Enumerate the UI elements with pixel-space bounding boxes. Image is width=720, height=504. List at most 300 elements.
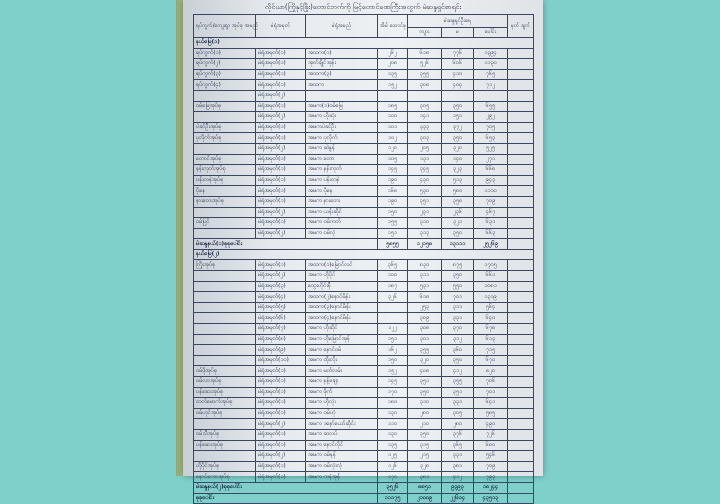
cell-female: ၃၅၅ (442, 377, 474, 388)
cell-total: ၂၉၂ (474, 112, 508, 123)
cell-male: ၃၈၁ (408, 472, 442, 483)
table-row (194, 80, 534, 91)
cell-households: ၁၂၂ (378, 324, 408, 335)
cell-male: ၆၁၈ (408, 48, 442, 59)
cell-remarks (508, 260, 534, 271)
cell-station-name: အမကပဲခင်ဦး (306, 122, 378, 133)
table-row (194, 377, 534, 388)
header-remarks: မှတ် ချက် (508, 15, 534, 38)
cell-total: ၇၁၂ (474, 80, 508, 91)
cell-remarks (508, 175, 534, 186)
cell-households: ၁၇၀ (378, 387, 408, 398)
cell-station-name: အထက(၁)မြောင်လင် (306, 260, 378, 271)
cell-station-name: အမက နားတေး (306, 196, 378, 207)
cell-total: ၁၁၁၀ (474, 186, 508, 197)
cell-station-name: အမက နန့်ချော (306, 377, 378, 388)
cell-households: ၁၉၀ (378, 196, 408, 207)
cell-male: ၅၃၀ (408, 186, 442, 197)
cell-station: မဲရုံအမှတ်(၁) (256, 165, 306, 176)
cell-female: ၃၅၀ (442, 101, 474, 112)
cell-remarks (508, 324, 534, 335)
cell-total (474, 90, 508, 101)
cell-male: ၃၁၅ (408, 440, 442, 451)
cell-area (194, 281, 256, 292)
cell-station-name: အမက ပိုနေ (306, 186, 378, 197)
subtotal-m: ၈၈၅၁ (408, 482, 442, 493)
cell-female: ၃၁၁ (442, 302, 474, 313)
cell-station-name: အမက ပန်းတနဲ (306, 175, 378, 186)
cell-station: မဲရုံအမှတ်(၁) (256, 175, 306, 186)
cell-station: မဲရုံအမှတ်(၁) (256, 48, 306, 59)
table-row (194, 398, 534, 409)
cell-male: ၃၂၀ (408, 355, 442, 366)
cell-remarks (508, 419, 534, 430)
cell-remarks (508, 218, 534, 229)
cell-station: မဲရုံအမှတ်(၁) (256, 133, 306, 144)
cell-remarks (508, 165, 534, 176)
cell-female: ၄၀၄ (442, 80, 474, 91)
subtotal-m: ၁၂၁၅၈ (408, 239, 442, 250)
cell-male: ၃၅၀ (408, 387, 442, 398)
cell-total: ၁၇၀၅ (474, 260, 508, 271)
table-row (194, 207, 534, 218)
cell-station-name: အမက ဟိုမြောင်အုန် (306, 334, 378, 345)
cell-households: ၁၆၈ (378, 186, 408, 197)
table-row (194, 313, 534, 324)
cell-station-name: အထက(၃)နောင်မိန်း (306, 302, 378, 313)
cell-remarks (508, 59, 534, 70)
cell-total: ၅၄၆ (474, 451, 508, 462)
cell-area: နောင်ကောအုပ်စု (194, 472, 256, 483)
cell-male: ၃၀၈ (408, 324, 442, 335)
cell-area (194, 355, 256, 366)
cell-male: ၃၁၁ (408, 271, 442, 282)
cell-female: ၄၁၂ (442, 472, 474, 483)
cell-female (442, 90, 474, 101)
cell-households: ၁၀၅ (378, 154, 408, 165)
cell-total: ၇၀၅ (474, 122, 508, 133)
cell-station: မဲရုံအမှတ်(၇) (256, 324, 306, 335)
table-row (194, 143, 534, 154)
cell-area: ပုလိုက်အုပ်စု (194, 133, 256, 144)
cell-total: ၉၄၃ (474, 175, 508, 186)
section-label: နယ်မြေ(၂) (194, 249, 534, 260)
cell-remarks (508, 143, 534, 154)
cell-station: မဲရုံအမှတ်(၁) (256, 122, 306, 133)
cell-households: ၁၃၅ (378, 440, 408, 451)
cell-station: မဲရုံအမှတ်(၁) (256, 472, 306, 483)
cell-remarks (508, 302, 534, 313)
cell-station: မဲရုံအမှတ်(၁) (256, 80, 306, 91)
cell-female: ၃၆၅ (442, 440, 474, 451)
cell-male: ၁၄၁ (408, 112, 442, 123)
cell-remarks (508, 207, 534, 218)
cell-total: ၆၈၀ (474, 440, 508, 451)
cell-area: ရပ်ကွက်(၃) (194, 69, 256, 80)
cell-remarks (508, 429, 534, 440)
table-row (194, 48, 534, 59)
cell-households: ၁၈၅ (378, 101, 408, 112)
cell-remarks (508, 440, 534, 451)
header-township: ရပ်ကွက်/ကျေးရွာ အုပ်စု အမည် (194, 15, 256, 38)
cell-station-name: အမက တော (306, 154, 378, 165)
cell-male: ၃၅၁ (408, 377, 442, 388)
cell-total: ၆၅၅ (474, 101, 508, 112)
cell-total: ၆၄၁ (474, 398, 508, 409)
cell-households: ၁၈၇ (378, 281, 408, 292)
cell-male: ၁၃၁ (408, 154, 442, 165)
cell-male: ၂၁၅ (408, 451, 442, 462)
cell-remarks (508, 451, 534, 462)
cell-households: ၁၂၅ (378, 451, 408, 462)
cell-station: မဲရုံအမှတ်(၂) (256, 451, 306, 462)
table-row (194, 186, 534, 197)
cell-male: ၅၂၆ (408, 59, 442, 70)
cell-households: ၂၀၈ (378, 59, 408, 70)
cell-area: တောင်အုပ်စု (194, 154, 256, 165)
cell-female: ၃၅၈ (442, 196, 474, 207)
table-row (194, 122, 534, 133)
cell-female: ၆၀၆ (442, 59, 474, 70)
cell-area: ဝမ်မြေအုပ်စု (194, 101, 256, 112)
cell-area (194, 292, 256, 303)
cell-area (194, 313, 256, 324)
cell-area: ဝမ်သီအုပ်စု (194, 429, 256, 440)
cell-households: ၁၅၀ (378, 355, 408, 366)
table-row (194, 271, 534, 282)
cell-female: ၄၁၂ (442, 366, 474, 377)
cell-station-name: အုတ်ချိုင်အုန်း (306, 59, 378, 70)
cell-area: ဝမ်ဖိုအုပ်စု (194, 366, 256, 377)
cell-male: ၃၁၀ (408, 398, 442, 409)
cell-female: ၃၂၀ (442, 143, 474, 154)
table-row (194, 355, 534, 366)
subtotal-row (194, 239, 534, 250)
header-male: ကျား (408, 28, 442, 38)
table-body (194, 38, 534, 504)
cell-station-name: အမက ဖိုက် (306, 387, 378, 398)
cell-male: ၃၀၃ (408, 133, 442, 144)
cell-station: မဲရုံအမှတ်(၁) (256, 154, 306, 165)
cell-remarks (508, 292, 534, 303)
cell-households: ၁၅၂ (378, 366, 408, 377)
cell-area (194, 90, 256, 101)
cell-area: ပန်းတနဲအုပ်စု (194, 175, 256, 186)
cell-station: မဲရုံအမှတ်(၁) (256, 59, 306, 70)
cell-households: ၁၇၀ (378, 472, 408, 483)
cell-female: ၇၇၆ (442, 48, 474, 59)
cell-total: ၇၆၅ (474, 69, 508, 80)
cell-male: ၃၀၈ (408, 80, 442, 91)
cell-households: ၁၉၀ (378, 175, 408, 186)
cell-male: ၃၅၅ (408, 345, 442, 356)
table-row (194, 461, 534, 472)
table-row (194, 196, 534, 207)
table-row (194, 218, 534, 229)
cell-remarks (508, 239, 534, 250)
table-row (194, 165, 534, 176)
cell-area: ရပ်ကွက်(၄) (194, 80, 256, 91)
cell-station-name: အမက ဝမ်လုံ (306, 228, 378, 239)
cell-total: ၆၅၃ (474, 133, 508, 144)
cell-station-name: အမက ယန်းဆိုင် (306, 207, 378, 218)
cell-female: ၃၃၁ (442, 398, 474, 409)
cell-remarks (508, 493, 534, 504)
cell-station-name: အမက ပုလိုက် (306, 133, 378, 144)
table-row (194, 451, 534, 462)
cell-households (378, 313, 408, 324)
cell-female: ၃၅၀ (442, 133, 474, 144)
cell-station: မဲရုံအမှတ်(၂) (256, 90, 306, 101)
cell-female: ၃၀၅ (442, 408, 474, 419)
cell-station-name: အမက ဟိုဆိုင် (306, 324, 378, 335)
cell-station-name: အထက(၄)နောင်မိန်း (306, 313, 378, 324)
cell-total: ၅၂၅ (474, 143, 508, 154)
cell-area (194, 143, 256, 154)
table-row (194, 154, 534, 165)
cell-female: ၃၇၂ (442, 122, 474, 133)
cell-station: မဲရုံအမှတ်(၁) (256, 429, 306, 440)
table-row (194, 112, 534, 123)
grand-total-f: ၂၂၆၀၄ (442, 493, 474, 504)
cell-remarks (508, 48, 534, 59)
cell-female: ၃၁၂ (442, 334, 474, 345)
cell-male: ၄၀၈ (408, 366, 442, 377)
cell-station-name: အမက ဝမ်နန် (306, 451, 378, 462)
cell-male: ၃၅၀ (408, 429, 442, 440)
table-row (194, 281, 534, 292)
cell-households: ၁၄၅ (378, 165, 408, 176)
cell-total: ၈၂၀ (474, 366, 508, 377)
cell-station-name: အမက မတ်လမ်း (306, 366, 378, 377)
cell-area: နားတေးအုပ်စု (194, 196, 256, 207)
cell-station: မဲရုံအမှတ်(၄) (256, 292, 306, 303)
document-title: လိုင်ယာ(ကြိုနှင့်ဖြိုး)တောင်ဘက်ကို မြင့်တောင်ခဏကြီးအတွက် မဲဆန္ဒရှင်စာရင်း (264, 3, 462, 11)
cell-male: ၃၂၈ (408, 461, 442, 472)
voter-table (193, 14, 534, 504)
cell-total: ၆၆၃ (474, 228, 508, 239)
cell-total: ၇၉၃ (474, 472, 508, 483)
cell-station: မဲရုံအမှတ်(၂) (256, 207, 306, 218)
cell-households: ၃၂၆ (378, 292, 408, 303)
cell-remarks (508, 69, 534, 80)
cell-total: ၇၀၉ (474, 196, 508, 207)
cell-female: ၅၁၃ (442, 175, 474, 186)
cell-female: ၃၈၁ (442, 461, 474, 472)
cell-station-name: အထက(၂)နောင်မိန်း (306, 292, 378, 303)
cell-remarks (508, 313, 534, 324)
cell-area: ရပ်ကွက်(၂) (194, 59, 256, 70)
cell-households: ၁၀၀ (378, 271, 408, 282)
cell-households: ၁၅၅ (378, 218, 408, 229)
cell-total: ၇၁၅ (474, 345, 508, 356)
cell-station-name: အမက ဆလပ် (306, 429, 378, 440)
cell-households (378, 302, 408, 313)
cell-area (194, 451, 256, 462)
cell-area: ပဲခင်ဦးအုပ်စု (194, 122, 256, 133)
cell-area: ပိုနေ (194, 186, 256, 197)
cell-male: ၂၈၀ (408, 408, 442, 419)
cell-male: ၃၀၉ (408, 313, 442, 324)
cell-area: ဝမ်ပြင် (194, 218, 256, 229)
cell-station: မဲရုံအမှတ်(၂) (256, 419, 306, 430)
cell-station: မဲရုံအမှတ်(၁) (256, 377, 306, 388)
cell-remarks (508, 461, 534, 472)
cell-remarks (508, 154, 534, 165)
cell-station-name: အမက နောင်ဝမ် (306, 345, 378, 356)
cell-station-name: အမက ဒနော်ယော်ဆိုင်း (306, 419, 378, 430)
section-header-row (194, 38, 534, 49)
cell-total: ၆၁၃ (474, 334, 508, 345)
cell-station-name: အမက ဟိုလုံး (306, 398, 378, 409)
subtotal-t: ၁၈၂၄၄ (474, 482, 508, 493)
cell-households: ၂၆၂ (378, 48, 408, 59)
cell-remarks (508, 482, 534, 493)
cell-remarks (508, 90, 534, 101)
cell-households: ၁၅၁ (378, 228, 408, 239)
cell-area (194, 324, 256, 335)
cell-remarks (508, 334, 534, 345)
cell-remarks (508, 122, 534, 133)
cell-households: ၁၆၂ (378, 345, 408, 356)
cell-remarks (508, 345, 534, 356)
cell-male: ၂၃၁ (408, 207, 442, 218)
table-row (194, 90, 534, 101)
table-row (194, 345, 534, 356)
cell-station: မဲရုံအမှတ်(၂) (256, 112, 306, 123)
cell-station-name (306, 90, 378, 101)
cell-female: ၃၅၁ (442, 387, 474, 398)
cell-female: ၅၈၀ (442, 186, 474, 197)
cell-total: ၂၇၁ (474, 154, 508, 165)
cell-area: ဝမ်ဟုင်အုပ်စု (194, 408, 256, 419)
table-row (194, 302, 534, 313)
grand-total-hh: ၁၁၁၇၅ (378, 493, 408, 504)
cell-female: ၄၁၀ (442, 69, 474, 80)
cell-female: ၂၃၆ (442, 207, 474, 218)
cell-male: ၂၀၅ (408, 143, 442, 154)
cell-station: မဲရုံအမှတ်(၆) (256, 313, 306, 324)
cell-male: ၃၁၀ (408, 218, 442, 229)
grand-total-label: စုစုပေါင်း (194, 493, 378, 504)
table-row (194, 472, 534, 483)
cell-remarks (508, 186, 534, 197)
cell-households: ၁၀၂ (378, 133, 408, 144)
cell-remarks (508, 271, 534, 282)
cell-total: ၇၀၉ (474, 461, 508, 472)
cell-households: ၁၂၆ (378, 461, 408, 472)
cell-area (194, 112, 256, 123)
cell-total: ၄၆၇ (474, 207, 508, 218)
cell-remarks (508, 472, 534, 483)
cell-station-name: အမက ကနံအုန် (306, 472, 378, 483)
cell-area (194, 345, 256, 356)
cell-station-name: ထွေးဟိုင်းနီ (306, 281, 378, 292)
cell-female: ၃၆၀ (442, 345, 474, 356)
header-voters: မဲဆန္ဒရှင်ဦးရေ (408, 15, 508, 28)
table-row (194, 175, 534, 186)
cell-households: ၁၁၀ (378, 419, 408, 430)
table-row (194, 69, 534, 80)
cell-remarks (508, 101, 534, 112)
cell-households: ၃၆၅ (378, 260, 408, 271)
cell-total: ၇၀၆ (474, 377, 508, 388)
cell-households (378, 90, 408, 101)
cell-station: မဲရုံအမှတ်(၁၀) (256, 355, 306, 366)
cell-female: ၃၇၀ (442, 324, 474, 335)
cell-remarks (508, 408, 534, 419)
cell-female: ၂၈၀ (442, 419, 474, 430)
table-row (194, 366, 534, 377)
cell-station-name: အထက(၁) (306, 48, 378, 59)
cell-households: ၁၀၀ (378, 112, 408, 123)
cell-total: ၆၄၀ (474, 313, 508, 324)
cell-station: မဲရုံအမှတ်(၁) (256, 218, 306, 229)
cell-male: ၈၃၀ (408, 260, 442, 271)
subtotal-f: ၉၃၉၃ (442, 482, 474, 493)
cell-female: ၃၃၁ (442, 313, 474, 324)
cell-female: ၃၅၀ (442, 355, 474, 366)
subtotal-hh: ၅၈၅၅ (378, 239, 408, 250)
cell-male (408, 90, 442, 101)
cell-station: မဲရုံအမှတ်(၁) (256, 387, 306, 398)
subtotal-row (194, 482, 534, 493)
cell-households: ၁၅၁ (378, 334, 408, 345)
cell-station: မဲရုံအမှတ်(၂) (256, 271, 306, 282)
cell-female: ၃၇၆ (442, 429, 474, 440)
cell-area: ပန်ဆေးအုပ်စု (194, 387, 256, 398)
subtotal-hh: ၃၅၂၆ (378, 482, 408, 493)
grand-total-row (194, 493, 534, 504)
cell-households: ၁၄၅ (378, 377, 408, 388)
cell-area (194, 334, 256, 345)
document-sheet (183, 0, 543, 501)
cell-station-name: အထက (306, 80, 378, 91)
cell-total: ၆၃၁ (474, 218, 508, 229)
cell-area: ဝမ်လာအုပ်စု (194, 377, 256, 388)
cell-station: မဲရုံအမှတ်(၁) (256, 69, 306, 80)
cell-station-name: အမက ဆဲနွန် (306, 143, 378, 154)
cell-area: နန်းကုတ်အုပ်စု (194, 165, 256, 176)
cell-female: ၃၅၀ (442, 228, 474, 239)
cell-station-name: အမက ဟိုပိုင် (306, 271, 378, 282)
cell-remarks (508, 355, 534, 366)
cell-area: တတ်မောက်အုပ်စု (194, 398, 256, 409)
cell-area (194, 302, 256, 313)
cell-station: မဲရုံအမှတ်(၁) (256, 101, 306, 112)
header-female: မ (442, 28, 474, 38)
cell-male: ၃၅၅ (408, 69, 442, 80)
cell-total: ၅၆၄ (474, 302, 508, 313)
cell-female: ၃၃၁ (442, 451, 474, 462)
cell-area (194, 271, 256, 282)
table-row (194, 101, 534, 112)
cell-households: ၁၂၀ (378, 143, 408, 154)
cell-area (194, 419, 256, 430)
cell-station-name: အမက ဝမ်ကတ် (306, 218, 378, 229)
cell-station: မဲရုံအမှတ်(၈) (256, 334, 306, 345)
cell-total: ၇၀၁ (474, 387, 508, 398)
cell-male: ၅၃၁ (408, 281, 442, 292)
cell-remarks (508, 112, 534, 123)
cell-station: မဲရုံအမှတ်(၁) (256, 260, 306, 271)
cell-male: ၃၄၅ (408, 165, 442, 176)
table-row (194, 228, 534, 239)
cell-total: ၆၆၁ (474, 271, 508, 282)
cell-station: မဲရုံအမှတ်(၂) (256, 228, 306, 239)
cell-male: ၃၁၃ (408, 228, 442, 239)
cell-households: ၁၀၁ (378, 122, 408, 133)
